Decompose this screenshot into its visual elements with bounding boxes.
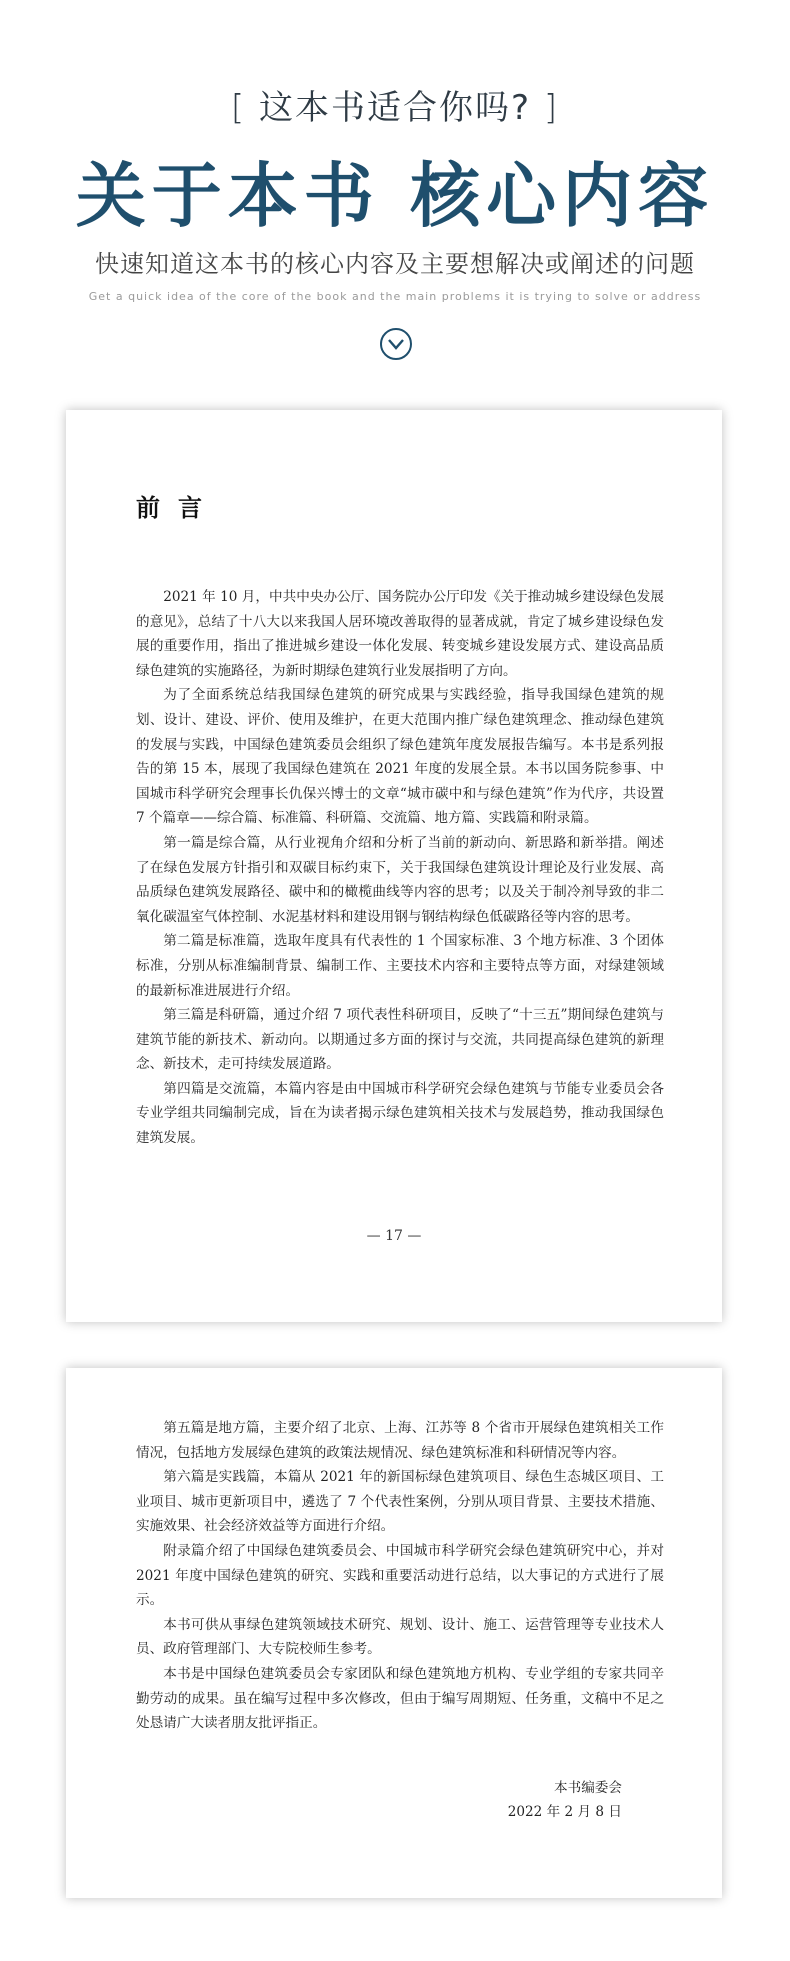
signature-date: 2022 年 2 月 8 日 bbox=[507, 1804, 622, 1820]
preface-body-continued bbox=[136, 1416, 664, 1736]
preface-heading: 前言 bbox=[136, 493, 220, 522]
bracket-open: [ bbox=[230, 88, 247, 128]
paragraph: 附录篇介绍了中国绿色建筑委员会、中国城市科学研究会绿色建筑研究中心，并对 2021 年度中国绿色建筑的研究、实践和重要活动进行总结，以大事记的方式进行了展示。 bbox=[136, 1542, 664, 1609]
eyebrow-text: 这本书适合你吗? bbox=[258, 88, 532, 128]
chevron-down-icon bbox=[388, 338, 404, 350]
page-number: — 17 — bbox=[366, 1228, 422, 1244]
chevron-down-circle-icon[interactable] bbox=[380, 328, 412, 360]
signature-organization: 本书编委会 bbox=[554, 1780, 622, 1796]
paragraph: 第二篇是标准篇，选取年度具有代表性的 1 个国家标准、3 个地方标准、3 个团体标准，分别从标准编制背景、编制工作、主要技术内容和主要特点等方面，对绿建领域的最新标准进展进行介绍。 bbox=[136, 933, 664, 999]
eyebrow-question bbox=[0, 80, 790, 129]
paragraph: 第四篇是交流篇，本篇内容是由中国城市科学研究会绿色建筑与节能专业委员会各专业学组共同编制完成，旨在为读者揭示绿色建筑相关技术与发展趋势，推动我国绿色建筑发展。 bbox=[136, 1080, 664, 1147]
subtitle-english: Get a quick idea of the core of the book and the main problems it is trying to solve or address bbox=[88, 290, 702, 303]
intro-header bbox=[0, 0, 790, 400]
subtitle: 快速知道这本书的核心内容及主要想解决或阐述的问题 bbox=[95, 250, 695, 278]
paragraph: 第五篇是地方篇，主要介绍了北京、上海、江苏等 8 个省市开展绿色建筑相关工作情况，包括地方发展绿色建筑的政策法规情况、绿色建筑标准和科研情况等内容。 bbox=[136, 1420, 664, 1461]
book-page-preface-continued bbox=[66, 1368, 722, 1898]
paragraph: 第六篇是实践篇，本篇从 2021 年的新国标绿色建筑项目、绿色生态城区项目、工业项目、城市更新项目中，遴选了 7 个代表性案例，分别从项目背景、主要技术措施、实施效果、社会经济效益等方面进行介绍。 bbox=[136, 1469, 664, 1535]
paragraph: 本书可供从事绿色建筑领域技术研究、规划、设计、施工、运营管理等专业技术人员、政府管理部门、大专院校师生参考。 bbox=[136, 1616, 664, 1658]
preface-body bbox=[136, 585, 664, 1151]
paragraph: 2021 年 10 月，中共中央办公厅、国务院办公厅印发《关于推动城乡建设绿色发展的意见》，总结了十八大以来我国人居环境改善取得的显著成就，肯定了城乡建设绿色发展的重要作用，指出了推进城乡建设一体化发展、转变城乡建设发展方式、建设高品质绿色建筑的实施路径，为新时期绿色建筑行业发展指明了方向。 bbox=[136, 589, 664, 679]
book-page-preface bbox=[66, 410, 722, 1322]
bracket-close: ] bbox=[543, 88, 560, 128]
paragraph: 本书是中国绿色建筑委员会专家团队和绿色建筑地方机构、专业学组的专家共同辛勤劳动的成果。虽在编写过程中多次修改，但由于编写周期短、任务重，文稿中不足之处恳请广大读者朋友批评指正。 bbox=[136, 1665, 664, 1732]
paragraph: 第一篇是综合篇，从行业视角介绍和分析了当前的新动向、新思路和新举措。阐述了在绿色发展方针指引和双碳目标约束下，关于我国绿色建筑设计理论及行业发展、高品质绿色建筑发展路径、碳中和的橄榄曲线等内容的思考；以及关于制冷剂导致的非二氧化碳温室气体控制、水泥基材料和建设用钢与钢结构绿色低碳路径等内容的思考。 bbox=[136, 834, 664, 925]
paragraph: 为了全面系统总结我国绿色建筑的研究成果与实践经验，指导我国绿色建筑的规划、设计、建设、评价、使用及维护，在更大范围内推广绿色建筑理念、推动绿色建筑的发展与实践，中国绿色建筑委员会组织了绿色建筑年度发展报告编写。本书是系列报告的第 15 本，展现了我国绿色建筑在 2021 年度的发展全景。本书以国务院参事、中国城市科学研究会理事长仇保兴博士的文章“城市碳中和与绿色建筑”作为代序，共设置 7 个篇章——综合篇、标准篇、科研篇、交流篇、地方篇、实践篇和附录篇。 bbox=[136, 687, 664, 827]
paragraph: 第三篇是科研篇，通过介绍 7 项代表性科研项目，反映了“十三五”期间绿色建筑与建筑节能的新技术、新动向。以期通过多方面的探讨与交流，共同提高绿色建筑的新理念、新技术，走可持续发展道路。 bbox=[136, 1007, 664, 1073]
page-title: 关于本书 核心内容 bbox=[75, 155, 715, 237]
